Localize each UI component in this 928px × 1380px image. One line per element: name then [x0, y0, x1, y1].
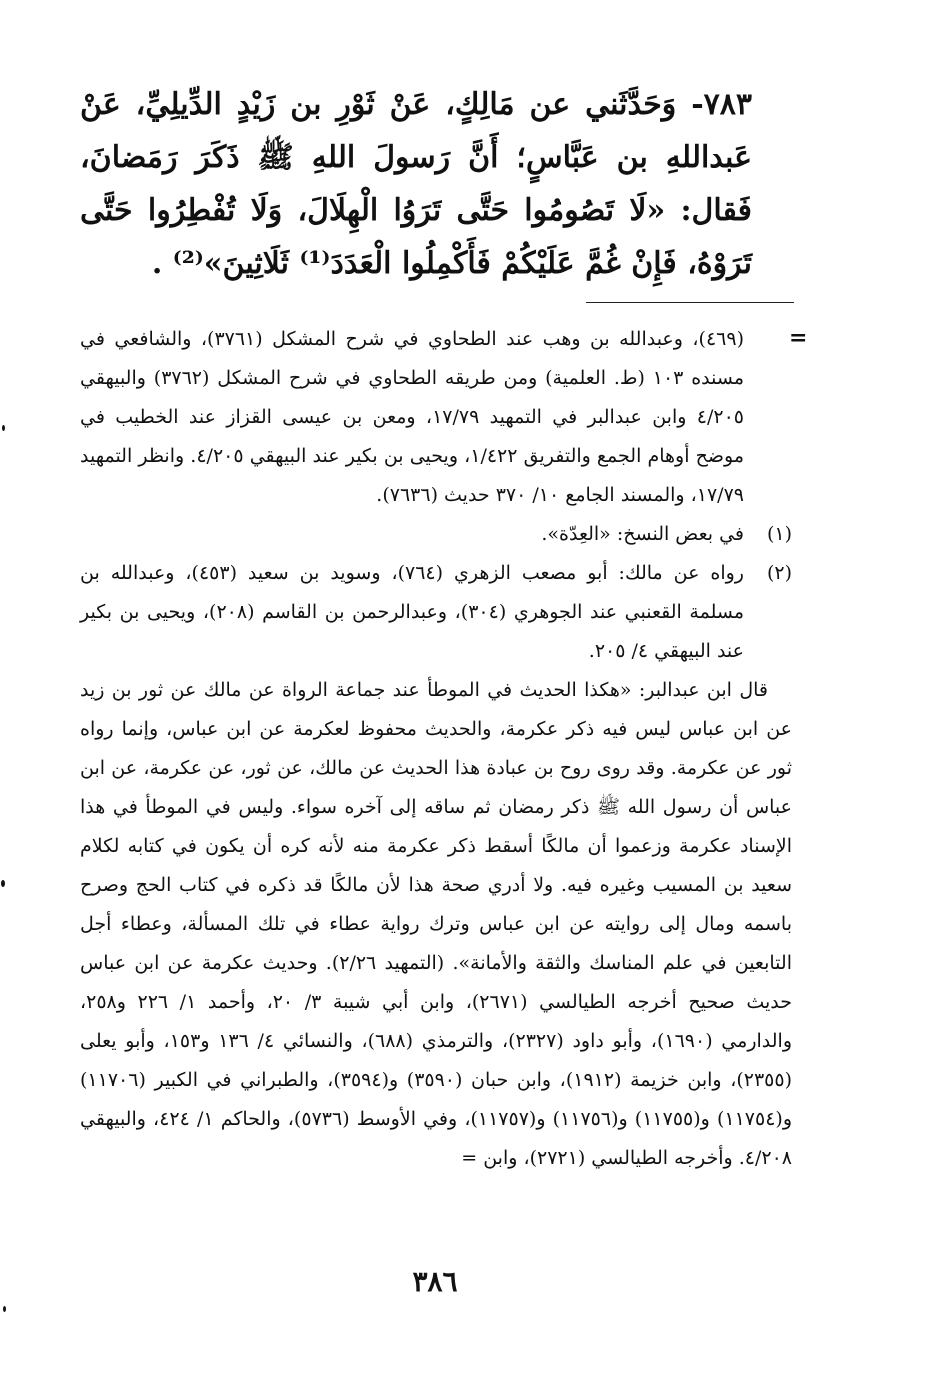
footnote-separator-rule — [586, 302, 794, 303]
scan-speck — [3, 1306, 6, 1312]
footnote-2 — [80, 554, 792, 671]
footnote-continued-text: (٤٦٩)، وعبدالله بن وهب عند الطحاوي في شرح المشكل (٣٧٦١)، والشافعي في مسنده ١٠٣ (ط. العلمية) ومن طريقه الطحاوي في شرح المشكل (٣٧٦٢) والبيهقي ٤/٢٠٥ وابن عبدالبر في التمهيد ١٧/٧٩، ومعن بن عيسى القزاز عند الخطيب في موضح أوهام الجمع والتفريق ١/٤٢٢، ويحيى بن بكير عند البيهقي ٤/٢٠٥. وانظر التمهيد ١٧/٧٩، والمسند الجامع ١٠/ ٣٧٠ حديث (٧٦٣٦). — [80, 328, 745, 506]
page-number: ٣٨٦ — [412, 1265, 458, 1298]
footnote-2-number: (٢) — [766, 562, 792, 584]
footnotes-section — [80, 320, 792, 1178]
footnote-continued — [80, 320, 792, 515]
footnote-1 — [80, 515, 792, 554]
scan-speck — [2, 425, 5, 431]
footnote-2-paragraph: قال ابن عبدالبر: «هكذا الحديث في الموطأ عند جماعة الرواة عن مالك عن ثور بن زيد عن ابن عباس ليس فيه ذكر عكرمة، والحديث محفوظ لعكرمة عن ابن عباس، وإنما رواه ثور عن عكرمة. وقد روى روح بن عبادة هذا الحديث عن مالك، عن ثور، عن عكرمة، عن ابن عباس أن رسول الله ﷺ ذكر رمضان ثم ساقه إلى آخره سواء. وليس في الموطأ في هذا الإسناد عكرمة وزعموا أن مالكًا أسقط ذكر عكرمة منه لأنه كره أن يكون في كتابه لكلام سعيد بن المسيب وغيره فيه. ولا أدري صحة هذا لأن مالكًا قد ذكره في كتاب الحج وصرح باسمه ومال إلى روايته عن ابن عباس وترك رواية عطاء في تلك المسألة، وعطاء أجل التابعين في علم المناسك والثقة والأمانة». (التمهيد ٢/٢٦). وحديث عكرمة عن ابن عباس حديث صحيح أخرجه الطيالسي (٢٦٧١)، وابن أبي شيبة ٣/ ٢٠، وأحمد ١/ ٢٢٦ و٢٥٨، والدارمي (١٦٩٠)، وأبو داود (٢٣٢٧)، والترمذي (٦٨٨)، والنسائي ٤/ ١٣٦ و١٥٣، وأبو يعلى (٢٣٥٥)، وابن خزيمة (١٩١٢)، وابن حبان (٣٥٩٠) و(٣٥٩٤)، والطبراني في الكبير (١١٧٠٦) و(١١٧٥٤) و(١١٧٥٥) و(١١٧٥٦) و(١١٧٥٧)، وفي الأوسط (٥٧٣٦)، والحاكم ١/ ٤٢٤، والبيهقي ٤/٢٠٨. وأخرجه الطيالسي (٢٧٢١)، وابن = — [80, 679, 793, 1169]
hadith-text: ٧٨٣- وَحَدَّثَني عن مَالِكٍ، عَنْ ثَوْرِ بن زَيْدٍ الدِّيلِيِّ، عَنْ عَبداللهِ بن عَبَّاسٍ؛ أَنَّ رَسولَ اللهِ ﷺ ذَكَرَ رَمَضانَ، فَقال: «لَا تَصُومُوا حَتَّى تَرَوُا الْهِلَالَ، وَلَا تُفْطِرُوا حَتَّى تَرَوْهُ، فَإِنْ غُمَّ عَلَيْكُمْ فَأَكْمِلُوا الْعَدَدَ⁽¹⁾ ثَلَاثِينَ»⁽²⁾ . — [80, 87, 752, 281]
footnote-1-text: في بعض النسخ: «العِدّة». — [541, 523, 744, 545]
footnote-2-text: رواه عن مالك: أبو مصعب الزهري (٧٦٤)، وسويد بن سعيد (٤٥٣)، وعبدالله بن مسلمة القعنبي عند الجوهري (٣٠٤)، وعبدالرحمن بن القاسم (٢٠٨)، ويحيى بن بكير عند البيهقي ٤/ ٢٠٥. — [80, 562, 745, 662]
scan-speck — [1, 880, 5, 887]
footnote-1-number: (١) — [766, 523, 792, 545]
continuation-mark: = — [789, 325, 808, 351]
